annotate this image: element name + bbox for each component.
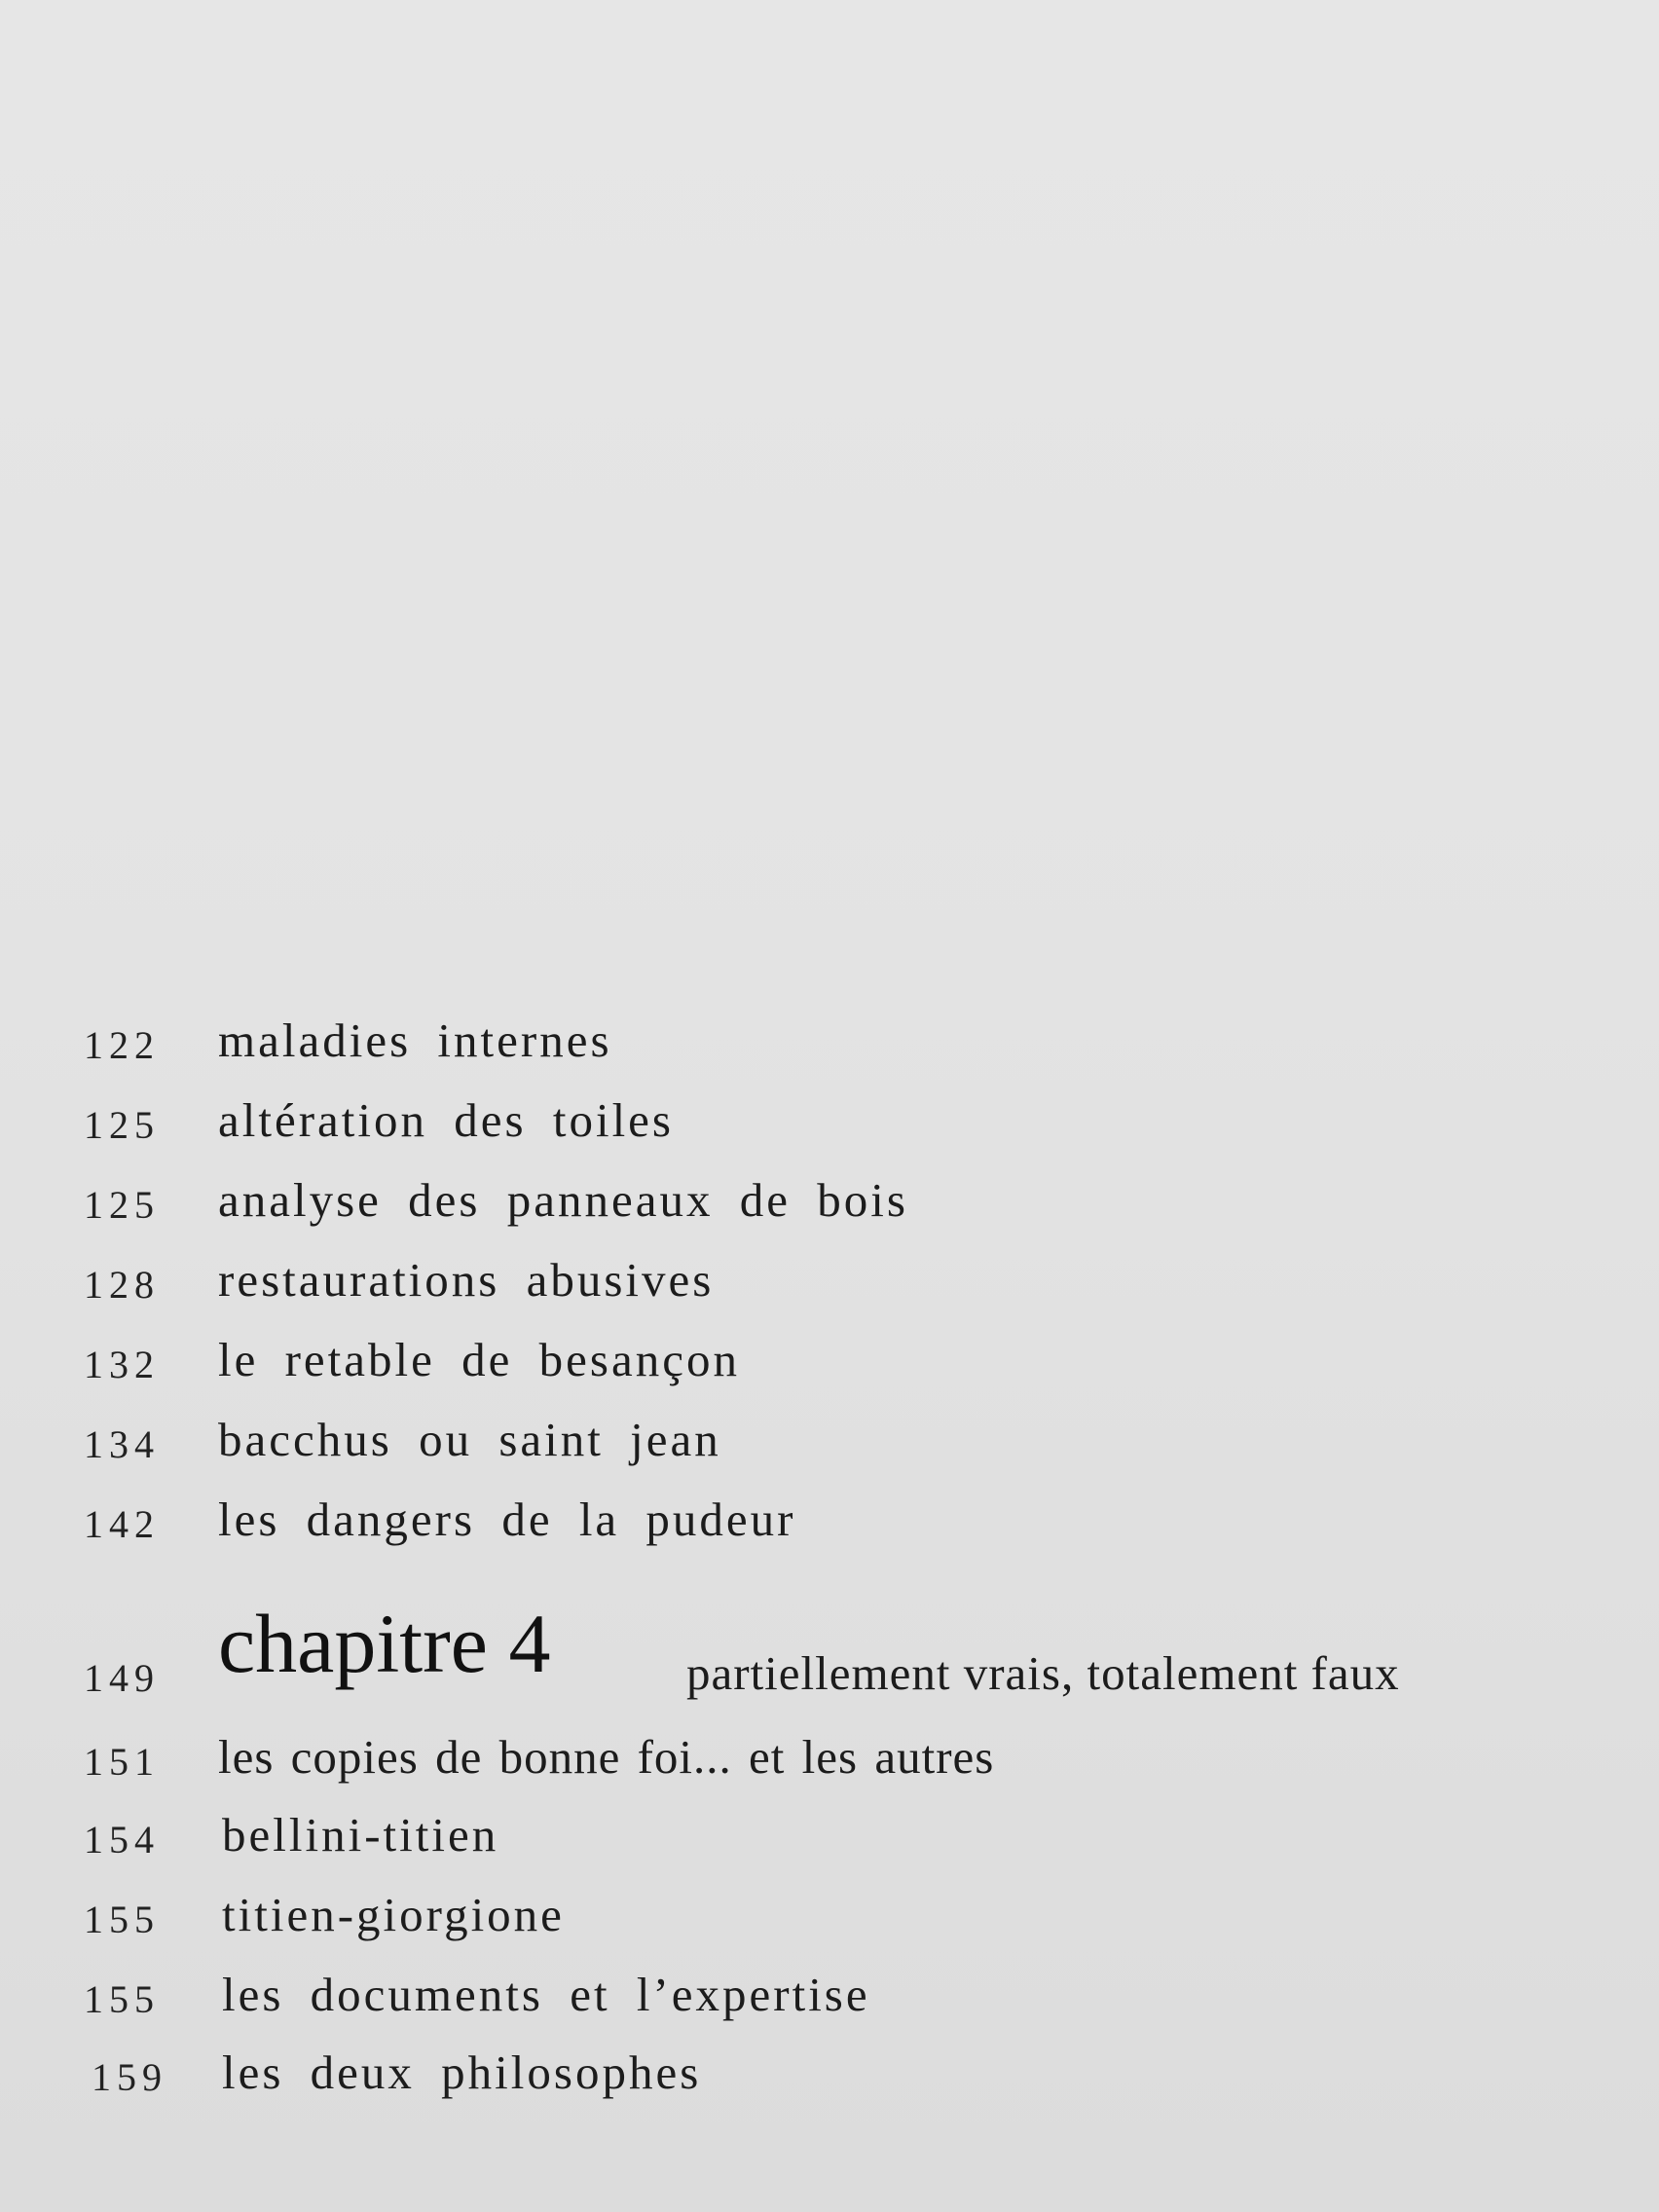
page-number: 134 <box>84 1422 160 1466</box>
toc-entry <box>0 1092 1659 1170</box>
chapter-entry <box>0 1597 1659 1723</box>
page-number: 128 <box>84 1263 160 1307</box>
entry-title: les documents et l’expertise <box>222 1968 870 2021</box>
page-number: 132 <box>84 1343 160 1386</box>
toc-entry <box>0 1172 1659 1250</box>
chapter-subtitle: partiellement vrais, totalement faux <box>686 1646 1400 1700</box>
toc-entry <box>0 1252 1659 1330</box>
page-number: 125 <box>84 1103 160 1147</box>
page-number: 155 <box>84 1898 160 1941</box>
entry-title: altération des toiles <box>218 1093 674 1147</box>
entry-title: les copies de bonne foi... et les autres <box>218 1730 995 1784</box>
entry-title: bellini-titien <box>222 1808 499 1862</box>
entry-title: bacchus ou saint jean <box>218 1413 721 1466</box>
toc-entry <box>0 1807 1659 1885</box>
page-number: 125 <box>84 1183 160 1227</box>
entry-title: maladies internes <box>218 1014 612 1067</box>
toc-entry <box>0 1729 1659 1807</box>
page-number: 122 <box>84 1023 160 1067</box>
toc-entry <box>0 1412 1659 1490</box>
page-number: 149 <box>84 1656 160 1700</box>
toc-entry <box>0 1967 1659 2045</box>
page-number: 155 <box>84 1977 160 2021</box>
entry-title: analyse des panneaux de bois <box>218 1173 908 1227</box>
toc-entry <box>0 2045 1659 2122</box>
page-number: 159 <box>92 2055 167 2099</box>
chapter-heading: chapitre 4 <box>218 1597 551 1690</box>
entry-title: restaurations abusives <box>218 1253 715 1307</box>
page-number: 151 <box>84 1740 160 1784</box>
toc-entry <box>0 1492 1659 1569</box>
entry-title: le retable de besançon <box>218 1333 740 1386</box>
entry-title: titien-giorgione <box>222 1888 565 1941</box>
toc-entry <box>0 1013 1659 1090</box>
toc-entry <box>0 1332 1659 1410</box>
page-number: 142 <box>84 1502 160 1546</box>
entry-title: les dangers de la pudeur <box>218 1493 796 1546</box>
toc-entry <box>0 1887 1659 1965</box>
page-number: 154 <box>84 1818 160 1862</box>
entry-title: les deux philosophes <box>222 2046 702 2099</box>
